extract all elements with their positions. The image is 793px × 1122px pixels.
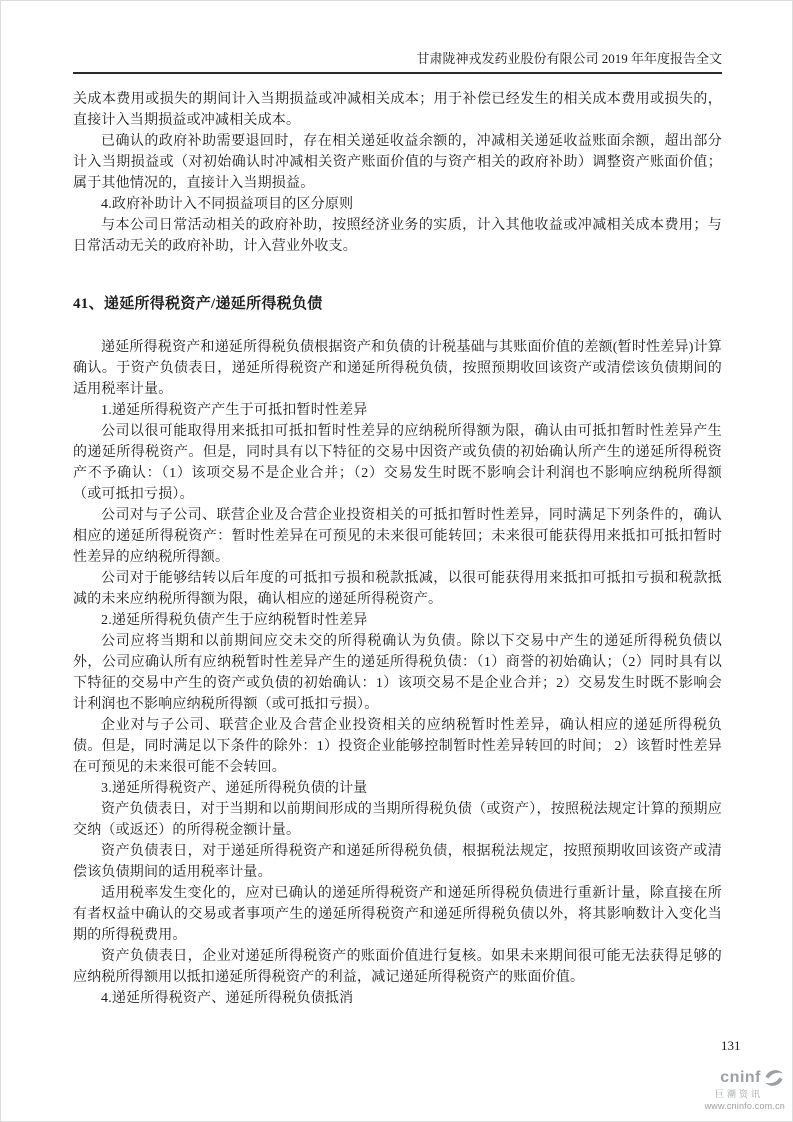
section-heading: 41、递延所得税资产/递延所得税负债 (73, 296, 323, 312)
page-header-title: 甘肃陇神戎发药业股份有限公司 2019 年年度报告全文 (73, 50, 722, 74)
page-number: 131 (721, 1038, 741, 1053)
paragraph: 公司对与子公司、联营企业及合营企业投资相关的可抵扣暂时性差异，同时满足下列条件的，确认相应的递延所得税资产：暂时性差异在可预见的未来很可能转回；未来很可能获得用来抵扣可抵扣暂时性差异的应纳税所得额。 (73, 508, 722, 565)
paragraph: 已确认的政府补助需要退回时，存在相关递延收益余额的，冲减相关递延收益账面余额，超出部分计入当期损益或（对初始确认时冲减相关资产账面价值的与资产相关的政府补助）调整资产账面价值；属于其他情况的，直接计入当期损益。 (73, 134, 722, 191)
paragraph: 4.递延所得税资产、递延所得税负债抵消 (101, 991, 354, 1006)
cninfo-logo (677, 1067, 787, 1112)
paragraph: 4.政府补助计入不同损益项目的区分原则 (101, 197, 354, 212)
logo-chinese-name: 巨潮资讯 (714, 1089, 763, 1100)
paragraph: 2.递延所得税负债产生于应纳税暂时性差异 (101, 613, 368, 628)
paragraph: 公司对于能够结转以后年度的可抵扣亏损和税款抵减，以很可能获得用来抵扣可抵扣亏损和税款抵减的未来应纳税所得额为限，确认相应的递延所得税资产。 (73, 571, 722, 607)
paragraph: 递延所得税资产和递延所得税负债根据资产和负债的计税基础与其账面价值的差额(暂时性差异)计算确认。于资产负债表日，递延所得税资产和递延所得税负债，按照预期收回该资产或清偿该负债期间的适用税率计量。 (73, 340, 722, 397)
swirl-icon (763, 1067, 785, 1089)
logo-brand-text: cninf (720, 1069, 761, 1087)
logo-brand-row (677, 1067, 787, 1089)
document-body (73, 89, 722, 1009)
paragraph: 资产负债表日，对于递延所得税资产和递延所得税负债，根据税法规定，按照预期收回该资产或清偿该负债期间的适用税率计量。 (73, 844, 722, 880)
paragraph: 关成本费用或损失的期间计入当期损益或冲减相关成本；用于补偿已经发生的相关成本费用或损失的，直接计入当期损益或冲减相关成本。 (73, 92, 722, 128)
logo-url: www.cninfo.com.cn (704, 1101, 785, 1112)
paragraph: 公司以很可能取得用来抵扣可抵扣暂时性差异的应纳税所得额为限，确认由可抵扣暂时性差异产生的递延所得税资产。但是，同时具有以下特征的交易中因资产或负债的初始确认所产生的递延所得税资产不予确认：（1）该项交易不是企业合并；（2）交易发生时既不影响会计利润也不影响应纳税所得额（或可抵扣亏损）。 (73, 424, 722, 502)
paragraph: 1.递延所得税资产产生于可抵扣暂时性差异 (101, 403, 368, 418)
paragraph: 企业对与子公司、联营企业及合营企业投资相关的应纳税暂时性差异，确认相应的递延所得税负债。但是，同时满足以下条件的除外：1）投资企业能够控制暂时性差异转回的时间； 2）该暂时性差异在可预见的未来很可能不会转回。 (73, 718, 722, 775)
paragraph: 适用税率发生变化的，应对已确认的递延所得税资产和递延所得税负债进行重新计量，除直接在所有者权益中确认的交易或者事项产生的递延所得税资产和递延所得税负债以外，将其影响数计入变化当期的所得税费用。 (73, 886, 722, 943)
paragraph: 资产负债表日，对于当期和以前期间形成的当期所得税负债（或资产），按照税法规定计算的预期应交纳（或返还）的所得税金额计量。 (73, 802, 722, 838)
paragraph: 3.递延所得税资产、递延所得税负债的计量 (101, 781, 368, 796)
paragraph: 公司应将当期和以前期间应交未交的所得税确认为负债。除以下交易中产生的递延所得税负债以外，公司应确认所有应纳税暂时性差异产生的递延所得税负债：（1）商誉的初始确认；（2）同时具有以下特征的交易中产生的资产或负债的初始确认：1）该项交易不是企业合并；2）交易发生时既不影响会计利润也不影响应纳税所得额（或可抵扣亏损）。 (73, 634, 722, 712)
paragraph: 与本公司日常活动相关的政府补助，按照经济业务的实质，计入其他收益或冲减相关成本费用；与日常活动无关的政府补助，计入营业外收支。 (73, 218, 722, 254)
paragraph: 资产负债表日，企业对递延所得税资产的账面价值进行复核。如果未来期间很可能无法获得足够的应纳税所得额用以抵扣递延所得税资产的利益，减记递延所得税资产的账面价值。 (73, 949, 722, 985)
